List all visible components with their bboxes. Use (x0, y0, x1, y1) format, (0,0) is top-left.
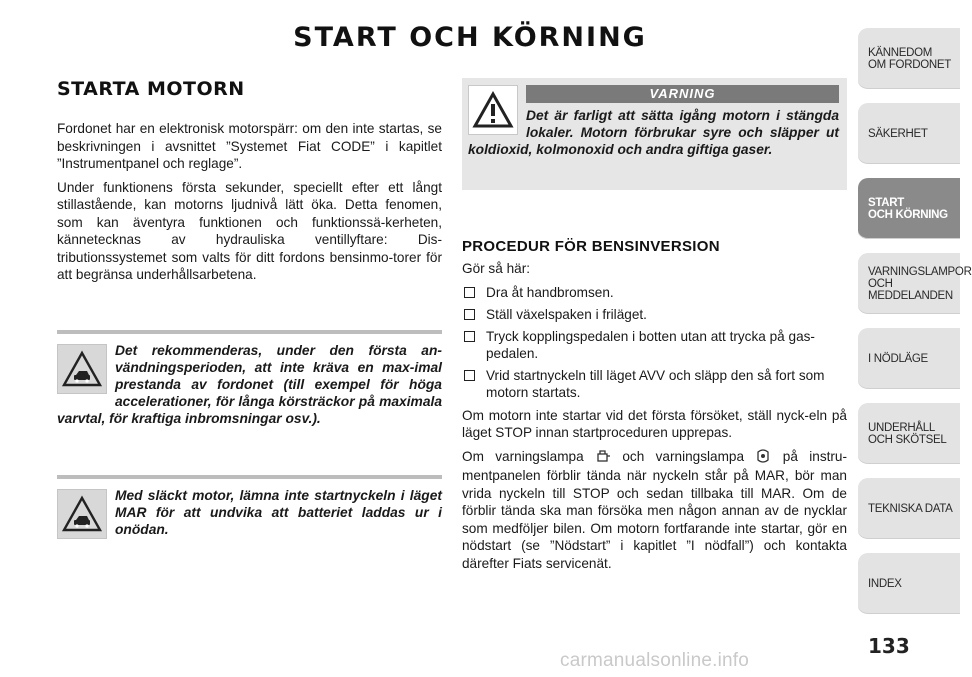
tab-underhall[interactable]: UNDERHÅLL OCH SKÖTSEL (858, 403, 960, 466)
checkbox-bullet-icon (464, 331, 475, 342)
list-item: Ställ växelspaken i friläget. (462, 306, 847, 323)
warning-box (462, 78, 847, 190)
checkbox-bullet-icon (464, 370, 475, 381)
section-title-starta-motorn: STARTA MOTORN (57, 78, 245, 100)
procedure-section (462, 238, 847, 578)
watermark: carmanualsonline.info (560, 650, 750, 671)
paragraph-retry: Om motorn inte startar vid det första försöket, ställ nyck-eln på läget STOP innan startproceduren upprepas. (462, 407, 847, 440)
page-title: START OCH KÖRNING (293, 22, 647, 53)
tab-start-och-korning[interactable]: START OCH KÖRNING (858, 178, 960, 241)
tab-index[interactable]: INDEX (858, 553, 960, 616)
procedure-intro: Gör så här: (462, 261, 530, 276)
warning-text: Det är farligt att sätta igång motorn i stängda lokaler. Motorn förbrukar syre och släpper ut koldioxid, kolmonoxid och andra giftiga gaser. (468, 108, 839, 157)
car-caution-icon (57, 489, 107, 539)
procedure-title: PROCEDUR FÖR BENSINVERSION (462, 238, 720, 255)
list-item: Dra åt handbromsen. (462, 284, 847, 301)
note-text-battery: Med släckt motor, lämna inte startnyckeln i läget MAR för att undvika att batteriet laddas ur i onödan. (115, 488, 442, 537)
tab-tekniska-data[interactable]: TEKNISKA DATA (858, 478, 960, 541)
warning-header: VARNING (526, 85, 839, 103)
note-text-break-in: Det rekommenderas, under den första an-vändningsperioden, att inte kräva en max-imal prestanda av fordonet (till exempel för höga accelerationer, för långa körsträckor på maximala varvtal, för kraftiga inbromsningar osv.). (57, 343, 442, 426)
list-item: Tryck kopplingspedalen i botten utan att trycka på gas-pedalen. (462, 328, 847, 362)
left-column (57, 78, 442, 290)
chapter-sidebar (858, 28, 972, 628)
page-number: 133 (868, 634, 910, 658)
tab-varningslampor[interactable]: VARNINGSLAMPOR OCH MEDDELANDEN (858, 253, 960, 316)
paragraph-warning-lamps: Om varningslampa och varningslampa på instru-mentpanelen förblir tända när nyckeln står på MAR, bör man vrida nyckeln till STOP och sedan tillbaka till MAR. Om de förblir tända ska man försöka men någon annan av de nycklar som medföljer bilen. Om motorn fortfarande inte startar, gör en nödstart (se ”Nödstart” i kapitlet ”I nödfall”) och kontakta därefter Fiats servicenät. (462, 448, 848, 571)
list-item: Vrid startnyckeln till läget AVV och släpp den så fort som motorn startats. (462, 367, 847, 401)
checkbox-bullet-icon (464, 309, 475, 320)
paragraph-immobilizer: Fordonet har en elektronisk motorspärr: om den inte startas, se beskrivningen i avsnittet ”Systemet Fiat CODE” i kapitlet ”Instrumentpanel och reglage”. (57, 121, 442, 171)
procedure-steps (462, 284, 847, 401)
key-immobilizer-icon (755, 449, 771, 468)
warning-triangle-icon (468, 85, 518, 135)
note-box-break-in (57, 330, 442, 427)
car-caution-icon (57, 344, 107, 394)
note-box-battery (57, 475, 442, 541)
paragraph-engine-noise: Under funktionens första sekunder, speciellt efter ett långt stillastående, kan motorns ljudnivå lätt öka. Detta fenomen, som kan äventyra funktionen och funktionssä-kerheten, kännetecknas av hydrauliska ventillyftare: Dis-tributionssystemet som valts för ditt fordons bensinmo-torer för att begränsa underhållsarbetena. (57, 179, 442, 282)
tab-sakerhet[interactable]: SÄKERHET (858, 103, 960, 166)
checkbox-bullet-icon (464, 287, 475, 298)
tab-i-nodlage[interactable]: I NÖDLÄGE (858, 328, 960, 391)
tab-kannedom[interactable]: KÄNNEDOM OM FORDONET (858, 28, 960, 91)
engine-warning-icon (595, 449, 611, 468)
